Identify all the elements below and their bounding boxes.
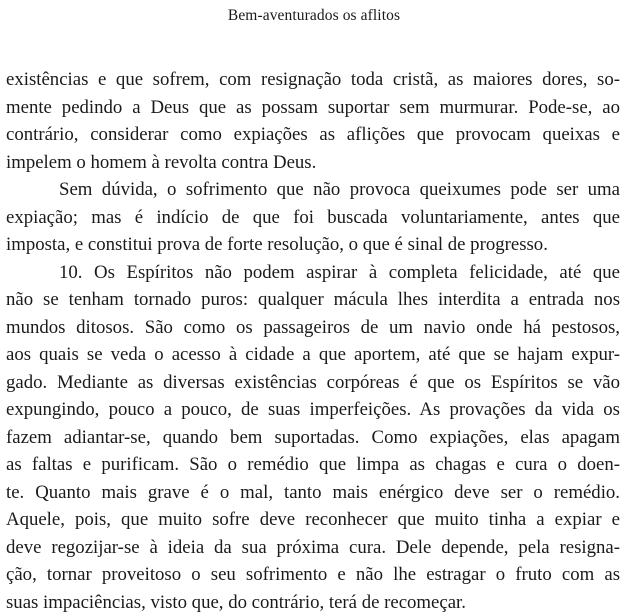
- text-line: expiação; mas é indício de que foi buscada voluntariamente, antes que: [6, 204, 620, 232]
- text-line: impelem o homem à revolta contra Deus.: [6, 149, 620, 177]
- text-line: existências e que sofrem, com resignação toda cristã, as maiores dores, so-: [6, 66, 620, 94]
- text-line: imposta, e constitui prova de forte resolução, o que é sinal de progresso.: [6, 231, 620, 259]
- text-line: fazem adiantar-se, quando bem suportadas. Como expiações, elas apagam: [6, 424, 620, 452]
- text-line: Aquele, pois, que muito sofre deve reconhecer que muito tinha a expiar e: [6, 506, 620, 534]
- text-line: expungindo, pouco a pouco, de suas imperfeições. As provações da vida os: [6, 396, 620, 424]
- text-line: gado. Mediante as diversas existências corpóreas é que os Espíritos se vão: [6, 369, 620, 397]
- running-head: Bem-aventurados os aflitos: [0, 6, 628, 26]
- text-line: deve regozijar-se à ideia da sua próxima cura. Dele depende, pela resigna-: [6, 534, 620, 562]
- text-line: 10. Os Espíritos não podem aspirar à completa felicidade, até que: [6, 259, 620, 287]
- paragraph-suffering: [6, 176, 620, 259]
- text-line: suas impaciências, visto que, do contrário, terá de recomeçar.: [6, 589, 620, 616]
- paragraph-continuation: [6, 66, 620, 176]
- text-line: te. Quanto mais grave é o mal, tanto mais enérgico deve ser o remédio.: [6, 479, 620, 507]
- text-line: ção, tornar proveitoso o seu sofrimento e não lhe estragar o fruto com as: [6, 561, 620, 589]
- text-line: não se tenham tornado puros: qualquer mácula lhes interdita a entrada nos: [6, 286, 620, 314]
- text-line: as faltas e purificam. São o remédio que limpa as chagas e cura o doen-: [6, 451, 620, 479]
- paragraph-item-10: [6, 259, 620, 616]
- text-line: mundos ditosos. São como os passageiros de um navio onde há pestosos,: [6, 314, 620, 342]
- text-line: contrário, considerar como expiações as aflições que provocam queixas e: [6, 121, 620, 149]
- text-line: Sem dúvida, o sofrimento que não provoca queixumes pode ser uma: [6, 176, 620, 204]
- text-line: mente pedindo a Deus que as possam suportar sem murmurar. Pode-se, ao: [6, 94, 620, 122]
- text-line: aos quais se veda o acesso à cidade a que aportem, até que se hajam expur-: [6, 341, 620, 369]
- body-text: [6, 66, 620, 616]
